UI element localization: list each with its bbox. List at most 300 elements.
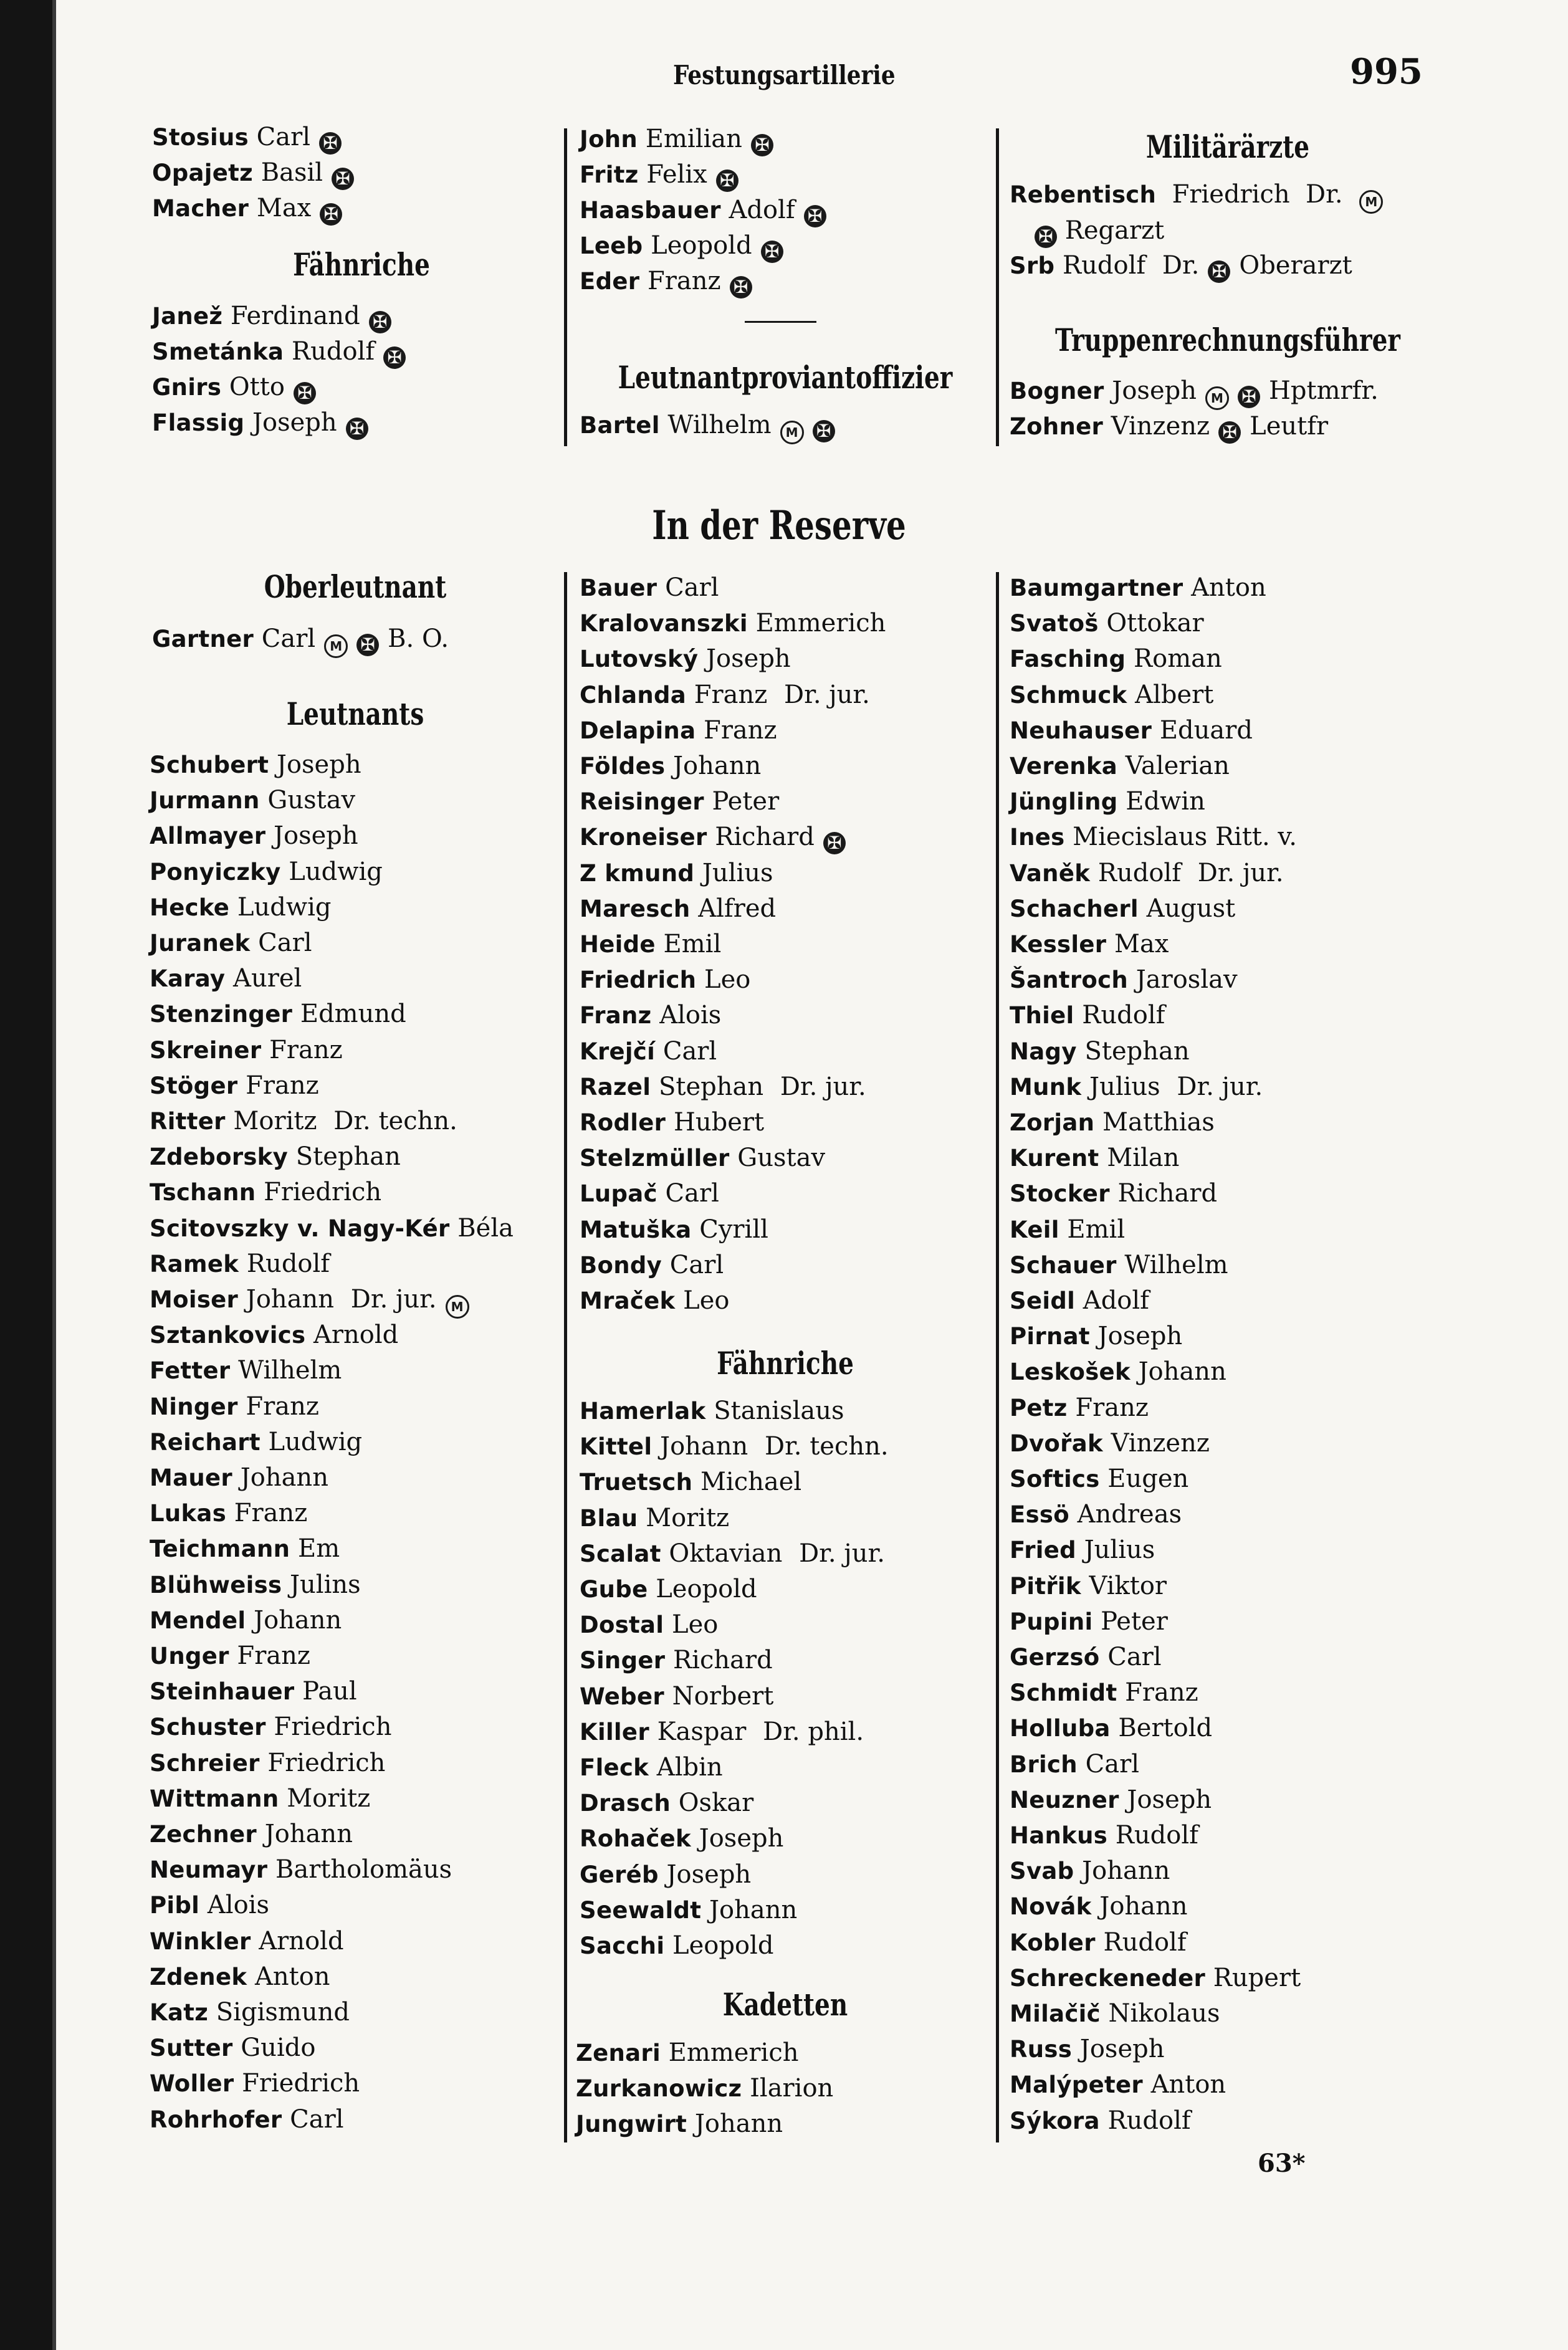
list-item [152, 193, 342, 226]
entry-given: Cyrill [691, 1215, 768, 1244]
list-item [150, 1320, 398, 1350]
entry-given: Vinzenz [1102, 1428, 1210, 1458]
entry-given: Joseph [698, 644, 791, 674]
medal-m-icon: M [324, 634, 348, 658]
cross-decoration-icon: ✠ [813, 420, 835, 442]
cross-decoration-icon: ✠ [730, 276, 752, 299]
list-item [150, 857, 383, 887]
entry-given: Franz [639, 267, 721, 295]
entry-surname: Reisinger [580, 788, 704, 816]
entry-surname: Essö [1010, 1501, 1069, 1529]
list-item [580, 1431, 889, 1462]
entry-given: Gustav [729, 1144, 826, 1173]
list-item [580, 715, 777, 746]
entry-surname: Ponyiczky [150, 858, 281, 886]
entry-given: Matthias [1094, 1108, 1215, 1137]
medal-m-icon: M [1205, 386, 1229, 410]
entry-given: Rupert [1205, 1963, 1301, 1992]
entry-surname: Unger [150, 1643, 229, 1669]
entry-given: Eugen [1099, 1464, 1189, 1493]
list-item [580, 1503, 729, 1534]
list-item [1010, 680, 1213, 710]
entry-given: Carl [657, 1179, 719, 1208]
entry-given: Andreas [1069, 1500, 1182, 1529]
entry-given: Richard [1109, 1179, 1218, 1208]
list-item [580, 1539, 885, 1569]
entry-given: Johann [687, 2109, 783, 2139]
list-item [1010, 1464, 1188, 1494]
list-item [152, 337, 406, 369]
entry-surname: Jungwirt [576, 2111, 687, 2138]
entry-given: Rudolf [284, 337, 375, 366]
entry-surname: Juranek [150, 930, 251, 957]
entry-given: Miecislaus Ritt. v. [1064, 823, 1297, 852]
list-item [150, 1570, 361, 1600]
entry-surname: Pirnat [1010, 1323, 1090, 1350]
entry-surname: Zurkanowicz [576, 2075, 742, 2103]
list-item [150, 1890, 269, 1921]
entry-surname: Scitovszky v. Nagy-Kér [150, 1215, 450, 1242]
entry-surname: Jurmann [150, 787, 260, 814]
entry-title: Dr. jur. [1190, 858, 1284, 887]
entry-given: Joseph [1104, 376, 1197, 405]
cross-decoration-icon: ✠ [716, 170, 739, 192]
entry-rank: Oberarzt [1239, 251, 1352, 280]
entry-title: Dr. jur. [772, 1072, 866, 1101]
list-item [1010, 1143, 1179, 1173]
entry-given: Eduard [1152, 715, 1253, 745]
entry-given: Valerian [1117, 752, 1230, 780]
list-item [580, 195, 826, 227]
entry-surname: Scalat [580, 1540, 661, 1567]
entry-surname: Fleck [580, 1754, 649, 1781]
entry-given: Franz [237, 1071, 319, 1100]
entry-given: Max [249, 194, 312, 222]
list-item [580, 410, 835, 444]
entry-surname: Haasbauer [580, 197, 721, 224]
list-item [580, 786, 779, 817]
list-item [580, 1072, 866, 1102]
cross-decoration-icon: ✠ [332, 168, 354, 190]
entry-surname: Gube [580, 1576, 648, 1603]
entry-surname: Mendel [150, 1607, 246, 1634]
medal-m-icon: M [446, 1295, 469, 1319]
entry-surname: Friedrich [580, 967, 697, 994]
list-item [150, 1213, 514, 1244]
entry-surname: Killer [580, 1718, 649, 1746]
entry-surname: Maresch [580, 895, 691, 922]
list-item [1010, 786, 1205, 817]
entry-given: Joseph [265, 821, 358, 851]
entry-title: Dr. jur. [776, 680, 870, 709]
list-item [150, 1819, 353, 1850]
entry-surname: Razel [580, 1073, 651, 1101]
entry-surname: Drasch [580, 1790, 671, 1817]
entry-given: Carl [254, 624, 316, 653]
entry-surname: Pitřik [1010, 1572, 1081, 1600]
entry-surname: Keil [1010, 1216, 1059, 1243]
entry-surname: Leeb [580, 232, 643, 259]
list-item [150, 1071, 319, 1101]
entry-given: Johann [246, 1605, 342, 1635]
cross-decoration-icon: ✠ [823, 832, 846, 854]
entry-surname: Sztankovics [150, 1322, 306, 1349]
entry-given: Hubert [666, 1108, 765, 1137]
entry-surname: Zechner [150, 1821, 257, 1848]
entry-surname: Steinhauer [150, 1678, 295, 1706]
list-item [150, 963, 302, 994]
list-item [150, 2068, 360, 2099]
list-item [1010, 894, 1235, 924]
list-item [1010, 1215, 1125, 1245]
list-item [1010, 1999, 1220, 2029]
entry-surname: Schmidt [1010, 1679, 1117, 1707]
entry-surname: Schubert [150, 752, 269, 778]
entry-given: Carl [662, 1250, 724, 1279]
list-item [1010, 251, 1352, 283]
entry-surname: Heide [580, 931, 656, 958]
entry-given: Wilhelm [230, 1356, 342, 1385]
cross-decoration-icon: ✠ [356, 634, 379, 656]
entry-given: Ludwig [280, 857, 383, 886]
entry-surname: Stosius [152, 124, 249, 151]
entry-surname: Gartner [152, 626, 254, 652]
entry-surname: Sýkora [1010, 2107, 1100, 2134]
entry-given: Joseph [269, 750, 361, 779]
entry-surname: Kittel [580, 1433, 653, 1461]
list-item [1010, 1321, 1182, 1352]
entry-surname: Rebentisch [1010, 181, 1157, 208]
entry-given: Stephan [1076, 1036, 1190, 1066]
entry-surname: Delapina [580, 717, 696, 744]
cross-decoration-icon: ✠ [804, 205, 826, 227]
entry-given: Franz [1067, 1393, 1149, 1422]
list-item [576, 2038, 799, 2068]
entry-given: Bartholomäus [267, 1855, 452, 1884]
entry-surname: Stöger [150, 1072, 238, 1099]
list-item [580, 1860, 751, 1890]
list-item [150, 1035, 343, 1066]
list-item [150, 1498, 307, 1529]
entry-given: Oktavian [661, 1539, 783, 1568]
entry-given: Julins [282, 1570, 361, 1599]
entry-given: Richard [665, 1646, 773, 1675]
entry-surname: Bartel [580, 412, 660, 439]
entry-surname: Russ [1010, 2036, 1073, 2063]
entry-title: Dr. techn. [757, 1432, 889, 1461]
list-item [1010, 1178, 1217, 1209]
entry-surname: Tschann [150, 1179, 256, 1206]
list-item [580, 1178, 719, 1209]
list-item [150, 2104, 344, 2135]
entry-given: Joseph [1072, 2035, 1165, 2064]
entry-surname: Blau [580, 1504, 638, 1532]
top-col3-heading: Militärärzte [1145, 128, 1310, 165]
entry-given: Peter [704, 787, 780, 816]
entry-title: Dr. [1154, 251, 1200, 280]
list-item [150, 785, 355, 816]
cross-decoration-icon: ✠ [346, 418, 368, 440]
entry-title: Dr. techn. [325, 1107, 457, 1135]
entry-given: Moritz [279, 1784, 371, 1813]
list-item [1010, 1607, 1168, 1637]
entry-surname: Macher [152, 195, 249, 222]
entry-given: Moritz [225, 1107, 317, 1135]
entry-given: Anton [247, 1962, 330, 1991]
list-item [580, 231, 783, 263]
entry-surname: Munk [1010, 1073, 1082, 1101]
list-item [150, 750, 361, 780]
entry-surname: Hamerlak [580, 1398, 706, 1425]
entry-given: August [1138, 894, 1236, 923]
column-rule [996, 128, 999, 446]
entry-surname: Stelzmüller [580, 1145, 730, 1172]
entry-given: Em [290, 1534, 340, 1564]
list-item [580, 894, 776, 924]
list-item [1010, 644, 1222, 674]
entry-surname: Dostal [580, 1612, 664, 1639]
entry-title: Dr. phil. [755, 1717, 864, 1746]
entry-given: Stephan [651, 1072, 764, 1101]
cross-decoration-icon: ✠ [369, 311, 391, 333]
list-item [580, 1788, 753, 1818]
list-item [150, 1177, 381, 1208]
list-item [1010, 2034, 1164, 2065]
list-item [150, 1712, 391, 1742]
entry-given: Peter [1092, 1607, 1168, 1636]
entry-surname: Fritz [580, 161, 639, 188]
list-item [1010, 1642, 1162, 1673]
entry-given: Franz [686, 680, 768, 709]
entry-surname: Allmayer [150, 823, 266, 850]
entry-given: Carl [657, 573, 719, 602]
entry-surname: Srb [1010, 252, 1055, 279]
list-item [1010, 1927, 1187, 1958]
list-item [1010, 1571, 1167, 1602]
entry-given: Ilarion [742, 2074, 834, 2103]
entry-surname: Földes [580, 753, 666, 780]
entry-given: Emil [1059, 1215, 1126, 1244]
entry-given: Joseph [691, 1824, 784, 1853]
list-item [580, 1467, 801, 1497]
cross-decoration-icon: ✠ [1238, 386, 1260, 408]
entry-given: Ludwig [260, 1427, 363, 1456]
list-item [1010, 1785, 1212, 1815]
entry-surname: Hankus [1010, 1822, 1108, 1849]
list-item [150, 1249, 330, 1279]
entry-surname: Rohaček [580, 1825, 691, 1853]
list-item [580, 1000, 721, 1031]
list-item [1010, 1286, 1149, 1316]
entry-surname: Opajetz [152, 160, 254, 186]
entry-given: Franz [696, 715, 777, 745]
list-item [1010, 1428, 1210, 1459]
entry-given: Alfred [690, 894, 777, 923]
entry-given: Johann [1074, 1856, 1170, 1886]
entry-surname: Schmuck [1010, 681, 1127, 709]
entry-given: Albert [1127, 680, 1214, 709]
entry-given: Johann [1130, 1357, 1226, 1387]
entry-surname: Lupač [580, 1180, 657, 1208]
entry-given: Johann [652, 1432, 748, 1461]
entry-rank: Regarzt [1064, 216, 1165, 245]
entry-given: Alois [199, 1891, 269, 1920]
entry-surname: Vaněk [1010, 859, 1091, 887]
divider-rule [745, 321, 816, 323]
list-item [580, 1107, 764, 1138]
list-item [150, 999, 406, 1029]
entry-given: Wilhelm [1116, 1250, 1228, 1279]
entry-surname: Schauer [1010, 1251, 1117, 1279]
entry-given: Otto [221, 373, 285, 401]
entry-given: Jaroslav [1127, 965, 1238, 995]
entry-surname: Rodler [580, 1109, 666, 1136]
entry-given: Guido [232, 2033, 316, 2063]
entry-rank: Hptmrfr. [1269, 376, 1379, 405]
list-item [1010, 1535, 1155, 1565]
list-item [580, 160, 739, 192]
entry-surname: Zdeborsky [150, 1144, 289, 1171]
list-item [580, 644, 791, 674]
entry-surname: Zdenek [150, 1963, 247, 1990]
entry-given: Anton [1142, 2070, 1226, 2099]
medal-m-icon: M [780, 421, 804, 444]
page-edge [52, 0, 56, 2350]
entry-given: Johann [701, 1895, 798, 1924]
list-item [1010, 2106, 1191, 2136]
entry-title: Dr. jur. [1169, 1072, 1263, 1101]
list-item [1010, 1963, 1301, 1994]
entry-surname: Jüngling [1010, 788, 1118, 816]
entry-given: Bertold [1110, 1714, 1213, 1743]
list-item [580, 1215, 768, 1245]
entry-surname: Flassig [152, 409, 245, 436]
list-item [1010, 858, 1284, 889]
entry-surname: Singer [580, 1647, 666, 1674]
entry-given: Arnold [251, 1926, 344, 1956]
entry-given: Rudolf [1095, 1927, 1187, 1957]
list-item [580, 1895, 797, 1926]
entry-given: Johann [238, 1285, 335, 1314]
entry-surname: Bogner [1010, 378, 1104, 404]
list-item [150, 1427, 362, 1458]
entry-rank: B. O. [388, 624, 449, 653]
entry-given: Max [1106, 930, 1169, 958]
entry-surname: Seewaldt [580, 1896, 702, 1924]
entry-surname: Fetter [150, 1357, 231, 1385]
entry-surname: Ninger [150, 1393, 238, 1420]
oberleutnant-heading: Oberleutnant [264, 568, 447, 605]
kadetten-heading: Kadetten [722, 1986, 848, 2023]
entry-surname: Schacherl [1010, 895, 1139, 922]
entry-given: Ferdinand [222, 302, 360, 330]
entry-given: Vinzenz [1103, 412, 1210, 441]
entry-given: Rudolf [239, 1249, 330, 1278]
entry-surname: Z kmund [580, 859, 695, 887]
entry-given: Friedrich [256, 1178, 382, 1207]
entry-surname: Schreckeneder [1010, 1964, 1206, 1992]
list-item [580, 608, 886, 639]
list-item [150, 892, 331, 923]
list-item [1010, 1036, 1190, 1067]
list-item [150, 1534, 340, 1564]
entry-given: Friedrich [234, 2069, 360, 2098]
entry-given: Viktor [1081, 1571, 1167, 1600]
entry-given: Rudolf [1099, 2106, 1191, 2135]
entry-given: Leo [664, 1610, 719, 1640]
cross-decoration-icon: ✠ [320, 203, 342, 226]
entry-surname: Mauer [150, 1464, 232, 1491]
entry-given: Carl [655, 1036, 717, 1066]
entry-given: Julius [1076, 1536, 1155, 1565]
entry-given: Carl [250, 929, 312, 957]
entry-surname: Nagy [1010, 1038, 1077, 1065]
entry-surname: Franz [580, 1002, 652, 1029]
list-item [580, 1610, 718, 1640]
list-item [576, 2109, 783, 2139]
entry-surname: Bauer [580, 575, 657, 601]
entry-surname: Pupini [1010, 1608, 1093, 1635]
entry-surname: Zorjan [1010, 1109, 1095, 1136]
entry-surname: Schuster [150, 1714, 266, 1741]
list-item [1010, 1250, 1228, 1281]
entry-surname: Holluba [1010, 1715, 1111, 1742]
entry-given: Norbert [664, 1681, 774, 1711]
entry-given: Carl [1099, 1643, 1162, 1671]
entry-given: Emmerich [660, 2038, 799, 2067]
entry-given: Franz [261, 1035, 343, 1064]
list-item [150, 1855, 452, 1885]
entry-given: Kaspar [649, 1717, 747, 1746]
entry-surname: Geréb [580, 1861, 659, 1888]
entry-given: Oskar [671, 1789, 754, 1818]
entry-surname: Fried [1010, 1537, 1076, 1564]
list-item [580, 124, 773, 156]
list-item [1010, 376, 1379, 410]
list-item [1010, 608, 1204, 639]
entry-given: Ottokar [1098, 609, 1204, 638]
entry-given: Leopold [664, 1931, 774, 1960]
entry-surname: Pibl [150, 1892, 200, 1919]
entry-surname: Brich [1010, 1751, 1078, 1778]
cross-decoration-icon: ✠ [1208, 260, 1230, 283]
entry-given: Joseph [658, 1860, 752, 1889]
list-item [150, 1962, 330, 1992]
entry-given: Milan [1099, 1144, 1180, 1173]
cross-decoration-icon: ✠ [319, 132, 342, 155]
list-item [152, 408, 368, 440]
entry-given: Edmund [292, 1000, 406, 1029]
page-number: 995 [1350, 51, 1423, 92]
running-title: Festungsartillerie [673, 60, 896, 90]
list-item [580, 1931, 773, 1961]
list-item [150, 1997, 350, 2028]
list-item [1010, 1678, 1198, 1708]
entry-given: Anton [1183, 573, 1266, 602]
entry-surname: Neumayr [150, 1856, 268, 1884]
entry-given: Franz [229, 1641, 310, 1670]
entry-title: Dr. jur. [343, 1285, 437, 1314]
entry-given: Emilian [638, 125, 742, 153]
entry-surname: Seidl [1010, 1287, 1076, 1314]
entry-surname: Moiser [150, 1286, 239, 1313]
list-item [580, 266, 752, 299]
entry-surname: Lutovský [580, 646, 699, 673]
list-item [580, 751, 761, 781]
entry-given: Rudolf [1074, 1001, 1165, 1030]
entry-surname: Zenari [576, 2040, 661, 2066]
list-item [580, 1645, 773, 1676]
